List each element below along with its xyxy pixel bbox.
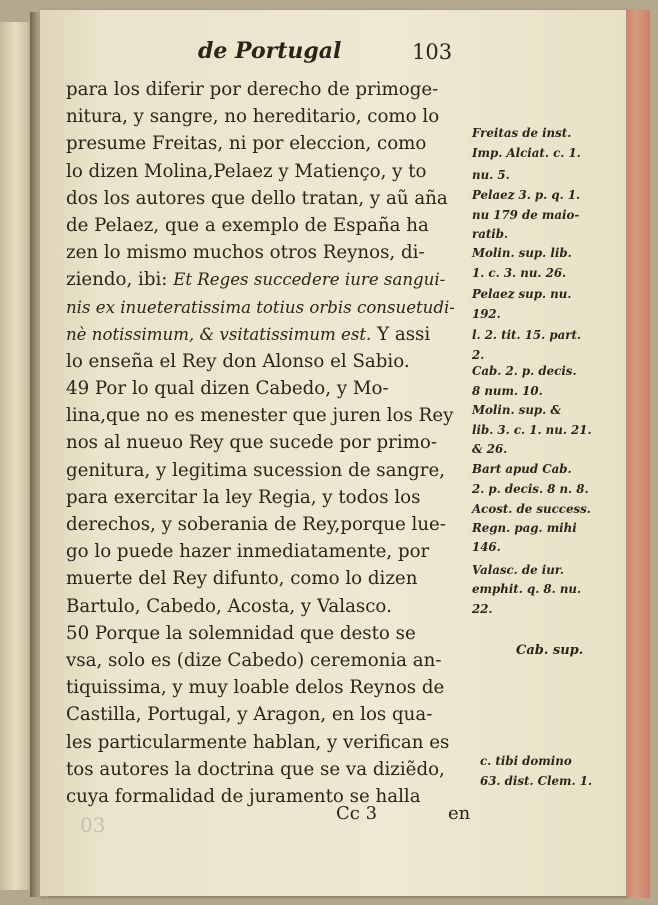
text-line: lo dizen Molina,Pelaez y Matienço, y to xyxy=(66,160,427,182)
text-line: lina,que no es menester que juren los Rey xyxy=(66,405,454,427)
ghost-mark: 03 xyxy=(80,813,106,837)
text-line: Bartulo, Cabedo, Acosta, y Valasco. xyxy=(66,595,392,617)
signature-mark: Cc 3 xyxy=(336,803,378,824)
text-line: 49 Por lo qual dizen Cabedo, y Mo- xyxy=(66,378,389,400)
text-line: presume Freitas, ni por eleccion, como xyxy=(66,133,427,155)
margin-note: 22. xyxy=(472,602,493,616)
margin-note: Cab. 2. p. decis. xyxy=(472,364,577,378)
margin-note: nu 179 de maio- xyxy=(472,208,580,222)
text-line: tiquissima, y muy loable delos Reynos de xyxy=(66,677,445,699)
margin-note: lib. 3. c. 1. nu. 21. xyxy=(472,423,592,437)
text-line: derechos, y soberania de Rey,porque lue- xyxy=(66,514,446,535)
margin-note: & 26. xyxy=(472,442,508,456)
running-head: de Portugal xyxy=(198,38,342,64)
margin-note: Molin. sup. lib. xyxy=(472,246,572,260)
text-line: go lo puede hazer inmediatamente, por xyxy=(66,541,430,563)
text-line: para exercitar la ley Regia, y todos los xyxy=(66,486,421,508)
catchword: en xyxy=(448,803,471,824)
text-line: cuya formalidad de juramento se halla xyxy=(66,785,421,807)
margin-note: 8 num. 10. xyxy=(472,384,543,398)
text-line: nitura, y sangre, no hereditario, como lo xyxy=(66,106,440,128)
text-line: muerte del Rey difunto, como lo dizen xyxy=(66,568,418,590)
margin-note: l. 2. tit. 15. part. xyxy=(472,328,582,342)
margin-note: Regn. pag. mihi xyxy=(472,521,577,535)
margin-note: Pelaez sup. nu. xyxy=(472,287,572,301)
margin-note: 63. dist. Clem. 1. xyxy=(480,774,593,788)
text-line: de Pelaez, que a exemplo de España ha xyxy=(66,214,429,236)
margin-note: Valasc. de iur. xyxy=(472,563,565,577)
margin-note: 1. c. 3. nu. 26. xyxy=(472,266,567,280)
facing-page-edge xyxy=(0,22,34,890)
margin-note: 2. p. decis. 8 n. 8. xyxy=(472,482,589,496)
text-line xyxy=(66,294,471,321)
latin-quote: nè notissimum, & vsitatissimum est. xyxy=(66,324,372,344)
red-page-edge xyxy=(626,10,650,898)
margin-note: 146. xyxy=(472,540,501,554)
text-line: tos autores la doctrina que se va diziẽdo, xyxy=(66,758,445,780)
text-line: les particularmente hablan, y verifican es xyxy=(66,731,450,753)
text-line: vsa, solo es (dize Cabedo) ceremonia an- xyxy=(66,649,442,671)
text-line: para los diferir por derecho de primoge- xyxy=(66,79,439,100)
body-text xyxy=(66,76,471,810)
text-line: zen lo mismo muchos otros Reynos, di- xyxy=(66,242,425,264)
margin-note: 2. xyxy=(472,348,485,362)
margin-note: Freitas de inst. xyxy=(472,126,572,140)
margin-note: Pelaez 3. p. q. 1. xyxy=(472,188,581,202)
margin-note: c. tibi domino xyxy=(480,754,572,768)
text-line: Castilla, Portugal, y Aragon, en los qua- xyxy=(66,704,433,726)
text-line: dos los autores que dello tratan, y aũ aña xyxy=(66,187,448,209)
margin-note: Molin. sup. & xyxy=(472,403,562,417)
margin-note: Imp. Alciat. c. 1. xyxy=(472,146,581,160)
margin-note: Cab. sup. xyxy=(516,643,584,658)
page-number: 103 xyxy=(412,40,453,64)
text-line: 50 Porque la solemnidad que desto se xyxy=(66,622,416,644)
margin-note: ratib. xyxy=(472,227,509,241)
latin-quote: nis ex inueteratissima totius orbis consuetudi- xyxy=(66,297,455,317)
margin-note: Bart apud Cab. xyxy=(472,462,572,476)
text-line: nos al nueuo Rey que sucede por primo- xyxy=(66,432,438,454)
margin-note: nu. 5. xyxy=(472,168,510,182)
text-line: ziendo, ibi: Et Reges succedere iure sangui- xyxy=(66,269,446,291)
text-line: nè notissimum, & vsitatissimum est. Y assi xyxy=(66,323,431,345)
text-line: lo enseña el Rey don Alonso el Sabio. xyxy=(66,350,410,372)
margin-note: emphit. q. 8. nu. xyxy=(472,582,582,596)
margin-note: 192. xyxy=(472,307,501,321)
latin-quote: Et Reges succedere iure sangui- xyxy=(173,270,446,290)
text-line: genitura, y legitima sucession de sangre, xyxy=(66,459,446,481)
margin-note: Acost. de success. xyxy=(472,502,591,516)
